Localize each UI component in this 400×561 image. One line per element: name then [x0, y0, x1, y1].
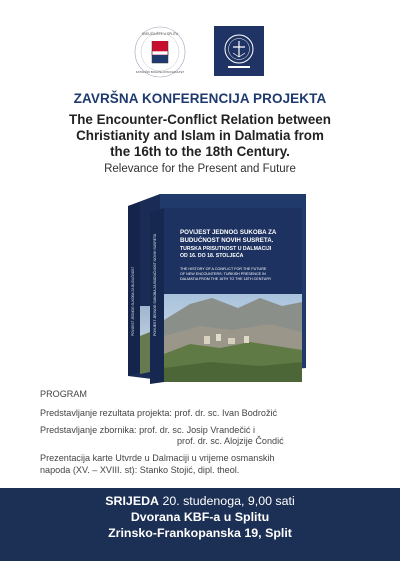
book-title-hr-3: TURSKA PRISUTNOST U DALMACIJI — [180, 246, 272, 252]
program-item-results: Predstavljanje rezultata projekta: prof. dr. sc. Ivan Bodrožić — [40, 407, 278, 418]
catholic-faculty-of-theology-logo — [214, 26, 264, 76]
event-date — [0, 493, 400, 509]
project-subtitle: Relevance for the Present and Future — [104, 163, 296, 175]
svg-text:POVIJEST JEDNOG SUKOBA ZA BUDU: POVIJEST JEDNOG SUKOBA ZA BUDUĆNOST — [131, 266, 135, 336]
book-title-hr-4: OD 16. DO 18. STOLJEĆA — [180, 253, 244, 259]
program-heading: PROGRAM — [40, 389, 87, 399]
logos-row — [0, 26, 400, 78]
event-footer — [0, 488, 400, 561]
program-item-map-line2: napoda (XV. – XVIII. st): Stanko Stojić, dipl. theol. — [40, 464, 240, 475]
project-title — [0, 112, 400, 160]
svg-text:POVIJEST JEDNOG SUKOBA ZA BUDU: POVIJEST JEDNOG SUKOBA ZA BUDUĆNOST NOVIH SUSRETA — [153, 233, 157, 336]
svg-text:SVEUČILIŠTE U SPLITU: SVEUČILIŠTE U SPLITU — [142, 32, 178, 36]
conference-kicker: ZAVRŠNA KONFERENCIJA PROJEKTA — [73, 91, 327, 106]
book-title-en-1: THE HISTORY OF A CONFLICT FOR THE FUTURE — [180, 267, 267, 271]
book-title-en-2: OF NEW ENCOUNTERS: TURKISH PRESENCE IN — [180, 272, 266, 276]
program-item-proceedings: Predstavljanje zbornika: prof. dr. sc. Josip Vrandečić i — [40, 424, 255, 435]
event-venue: Dvorana KBF-a u Splitu — [130, 510, 270, 524]
program-item-proceedings-cont: prof. dr. sc. Alojzije Čondić — [177, 436, 284, 447]
program-item-map-line1: Prezentacija karte Utvrde u Dalmaciji u vrijeme osmanskih — [40, 453, 275, 464]
title-line-2: Christianity and Islam in Dalmatia from — [76, 128, 324, 143]
header — [0, 91, 400, 175]
event-date-time: 20. studenoga, 9,00 sati — [159, 494, 295, 508]
program-section — [40, 389, 380, 482]
event-day: SRIJEDA — [105, 494, 159, 508]
book-title-en-3: DALMATIA FROM THE 16TH TO THE 18TH CENTURY — [180, 277, 272, 281]
title-line-3: the 16th to the 18th Century. — [110, 144, 290, 159]
book-cover-image — [120, 186, 310, 384]
university-of-split-logo — [134, 26, 186, 78]
book-title-hr-2: BUDUĆNOST NOVIH SUSRETA. — [180, 237, 274, 244]
book-title-hr-1: POVIJEST JEDNOG SUKOBA ZA — [180, 229, 277, 236]
svg-text:KATOLIČKI BOGOSLOVNI FAKULTET: KATOLIČKI BOGOSLOVNI FAKULTET — [135, 70, 185, 74]
event-address: Zrinsko-Frankopanska 19, Split — [108, 526, 292, 540]
title-line-1: The Encounter-Conflict Relation between — [69, 112, 331, 127]
